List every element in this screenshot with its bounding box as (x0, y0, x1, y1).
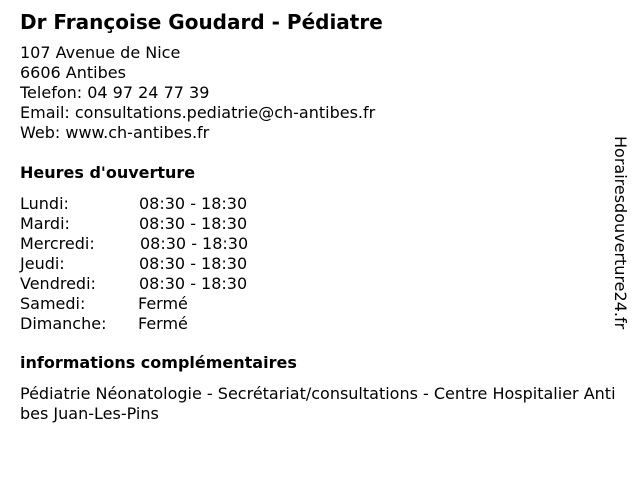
time-value: 08:30 - 18:30 (139, 254, 248, 273)
website: Web: www.ch-antibes.fr (20, 123, 210, 142)
site-watermark: Horairesdouverture24.fr (611, 136, 630, 330)
day-label: Vendredi: (20, 274, 96, 293)
day-label: Jeudi: (20, 254, 65, 273)
opening-hours-heading: Heures d'ouverture (20, 163, 196, 182)
day-label: Samedi: (20, 294, 86, 313)
day-label: Mercredi: (20, 234, 95, 253)
address-city: 6606 Antibes (20, 63, 126, 82)
additional-info-text: Pédiatrie Néonatologie - Secrétariat/consultations - Centre Hospitalier Antibes Juan-Les-Pins (20, 384, 616, 423)
time-value: Fermé (138, 314, 188, 333)
day-label: Mardi: (20, 214, 70, 233)
time-value: 08:30 - 18:30 (139, 274, 248, 293)
address-street: 107 Avenue de Nice (20, 43, 181, 62)
additional-info-heading: informations complémentaires (20, 353, 297, 372)
day-label: Dimanche: (20, 314, 107, 333)
time-value: 08:30 - 18:30 (139, 214, 248, 233)
page-title: Dr Françoise Goudard - Pédiatre (20, 10, 383, 34)
email-address: Email: consultations.pediatrie@ch-antibes.fr (20, 103, 376, 122)
time-value: 08:30 - 18:30 (139, 194, 248, 213)
contact-block (20, 43, 375, 143)
time-value: Fermé (138, 294, 188, 313)
time-value: 08:30 - 18:30 (140, 234, 249, 253)
day-label: Lundi: (20, 194, 69, 213)
phone-number: Telefon: 04 97 24 77 39 (20, 83, 210, 102)
